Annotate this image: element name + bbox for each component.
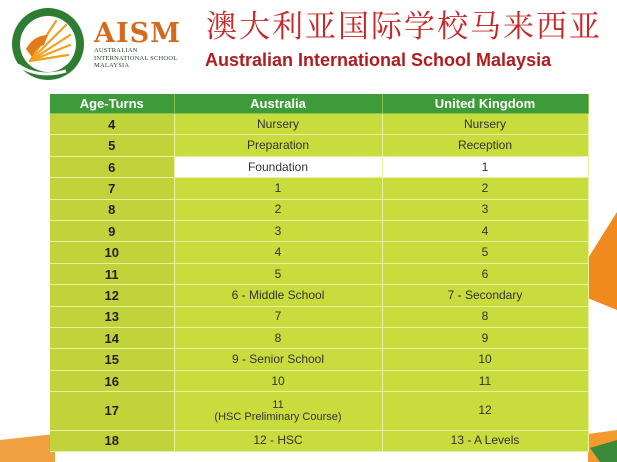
age-grade-table-container [50,94,588,452]
cell-australia: 1 [174,178,382,199]
cell-australia-main: 11 [272,398,284,411]
cell-age: 18 [50,430,174,451]
cell-australia: 2 [174,199,382,220]
cell-australia [174,392,382,430]
cell-uk: 4 [382,221,588,242]
cell-australia-note: (HSC Preliminary Course) [214,410,342,423]
logo-subline-2: INTERNATIONAL SCHOOL [94,54,178,62]
table-row [50,199,588,220]
cell-australia: 12 - HSC [174,430,382,451]
cell-australia: Nursery [174,114,382,135]
logo-subline-1: AUSTRALIAN [94,47,138,54]
cell-uk: Reception [382,135,588,156]
column-header-age: Age-Turns [50,94,174,114]
table-row [50,221,588,242]
cell-age: 4 [50,114,174,135]
table-row [50,370,588,391]
cell-age: 9 [50,221,174,242]
cell-uk: 13 - A Levels [382,430,588,451]
cell-age: 6 [50,156,174,177]
orange-stripe-bottom [0,434,55,462]
table-row [50,430,588,451]
table-row [50,114,588,135]
cell-uk: 2 [382,178,588,199]
cell-age: 5 [50,135,174,156]
table-row [50,306,588,327]
cell-australia: 9 - Senior School [174,349,382,370]
cell-uk: 1 [382,156,588,177]
table-row [50,392,588,430]
table-row [50,349,588,370]
cell-australia: 4 [174,242,382,263]
cell-uk: 8 [382,306,588,327]
table-row [50,242,588,263]
page-title-chinese: 澳大利亚国际学校马来西亚 [206,9,602,45]
orange-stripe-bottom-right [588,430,617,462]
table-row [50,263,588,284]
logo-wordmark: AISM [94,18,181,49]
cell-age: 8 [50,199,174,220]
cell-age: 12 [50,285,174,306]
cell-uk: 7 - Secondary [382,285,588,306]
cell-age: 10 [50,242,174,263]
cell-australia: 3 [174,221,382,242]
aism-logo-icon [8,5,90,83]
age-grade-table [50,94,589,452]
cell-uk: 5 [382,242,588,263]
cell-uk: 3 [382,199,588,220]
cell-age: 15 [50,349,174,370]
column-header-uk: United Kingdom [382,94,588,114]
table-header-row [50,94,588,114]
cell-age: 17 [50,392,174,430]
cell-australia: Foundation [174,156,382,177]
cell-australia: 5 [174,263,382,284]
table-row [50,285,588,306]
cell-australia: 10 [174,370,382,391]
column-header-australia: Australia [174,94,382,114]
cell-uk: 10 [382,349,588,370]
cell-australia: 7 [174,306,382,327]
cell-australia: 8 [174,328,382,349]
cell-australia: Preparation [174,135,382,156]
table-row [50,328,588,349]
cell-uk: Nursery [382,114,588,135]
cell-age: 7 [50,178,174,199]
cell-uk: 6 [382,263,588,284]
table-row [50,135,588,156]
cell-age: 11 [50,263,174,284]
cell-uk: 11 [382,370,588,391]
logo-subline-3: MALAYSIA [94,62,130,69]
page-title-english: Australian International School Malaysia [205,50,552,70]
table-row [50,156,588,177]
cell-age: 14 [50,328,174,349]
cell-uk: 9 [382,328,588,349]
logo-text-block [94,20,204,70]
table-row [50,178,588,199]
cell-age: 16 [50,370,174,391]
cell-australia: 6 - Middle School [174,285,382,306]
cell-age: 13 [50,306,174,327]
green-corner-bottom-right [590,440,617,462]
cell-uk: 12 [382,392,588,430]
table-body [50,114,588,452]
